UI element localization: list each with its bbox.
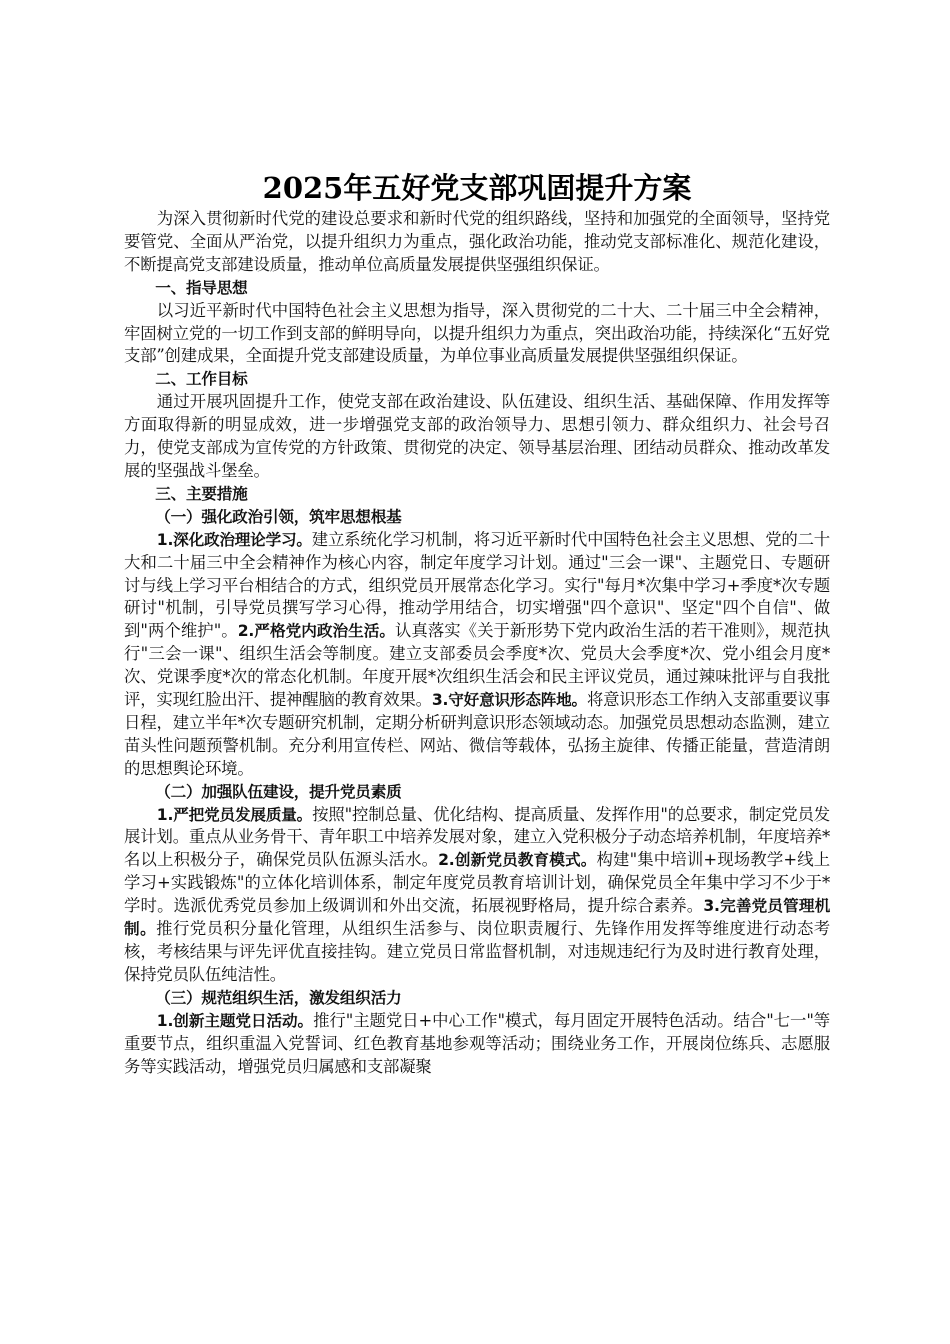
- document-title: 2025年五好党支部巩固提升方案: [262, 171, 692, 205]
- organization-life-paragraph: [124, 1010, 830, 1079]
- item-text: 推行"主题党日+中心工作"模式，每月固定开展特色活动。结合"七一"等重要节点，组织重温入党誓词、红色教育基地参观等活动；围绕业务工作，开展岗位练兵、志愿服务等实践活动，增强党员归属感和支部凝聚: [124, 1010, 830, 1076]
- item-label: 2.创新党员教育模式。: [438, 851, 597, 870]
- item-text: 按照"控制总量、优化结构、提高质量、发挥作用"的总要求，制定党员发展计划。重点从业务骨干、青年职工中培养发展对象，建立入党积极分子动态培养机制，年度培养*名以上积极分子，确保党员队伍源头活水。: [124, 804, 830, 870]
- item-label: 2.严格党内政治生活。: [237, 622, 395, 641]
- item-label: 3.完善党员管理机制。: [124, 897, 830, 939]
- item-text: 认真落实《关于新形势下党内政治生活的若干准则》，规范执行"三会一课"、组织生活会等制度。建立支部委员会季度*次、党员大会季度*次、党小组会月度*次、党课季度*次的常态化机制。年度开展*次组织生活会和民主评议党员，通过辣味批评与自我批评，实现红脸出汗、提神醒脑的教育效果。: [124, 621, 830, 710]
- subsection-heading-organization-life: （三）规范组织生活，激发组织活力: [155, 988, 402, 1007]
- work-goals-paragraph: 通过开展巩固提升工作，使党支部在政治建设、队伍建设、组织生活、基础保障、作用发挥等方面取得新的明显成效，进一步增强党支部的政治领导力、思想引领力、群众组织力、社会号召力，使党支部成为宣传党的方针政策、贯彻党的决定、领导基层治理、团结动员群众、推动改革发展的坚强战斗堡垒。: [124, 392, 830, 480]
- subsection-heading-political-guidance: （一）强化政治引领，筑牢思想根基: [155, 507, 402, 526]
- item-label: 1.严把党员发展质量。: [156, 805, 313, 824]
- item-text: 构建"集中培训+现场教学+线上学习+实践锻炼"的立体化培训体系，制定年度党员教育培训计划，确保党员全年集中学习不少于*学时。选派优秀党员参加上级调训和外出交流，拓展视野格局，提升综合素养。: [124, 850, 830, 916]
- section-heading-main-measures: 三、主要措施: [155, 484, 248, 503]
- section-heading-work-goals: 二、工作目标: [155, 370, 248, 389]
- section-heading-guiding-ideology: 一、指导思想: [155, 278, 248, 297]
- item-label: 1.深化政治理论学习。: [156, 530, 312, 549]
- item-text: 将意识形态工作纳入支部重要议事日程，建立半年*次专题研究机制，定期分析研判意识形态领域动态。加强党员思想动态监测，建立苗头性问题预警机制。充分利用宣传栏、网站、微信等载体，弘扬主旋律、传播正能量，营造清朗的思想舆论环境。: [124, 690, 831, 778]
- item-text: 建立系统化学习机制，将习近平新时代中国特色社会主义思想、党的二十大和二十届三中全会精神作为核心内容，制定年度学习计划。通过"三会一课"、主题党日、专题研讨与线上学习平台相结合的方式，组织党员开展常态化学习。实行"每月*次集中学习+季度*次专题研讨"机制，引导党员撰写学习心得，推动学用结合，切实增强"四个意识"、坚定"四个自信"、做到"两个维护"。: [124, 529, 830, 641]
- item-label: 3.守好意识形态阵地。: [431, 691, 587, 710]
- intro-paragraph: 为深入贯彻新时代党的建设总要求和新时代党的组织路线，坚持和加强党的全面领导，坚持党要管党、全面从严治党，以提升组织力为重点，强化政治功能，推动党支部标准化、规范化建设，不断提高党支部建设质量，推动单位高质量发展提供坚强组织保证。: [124, 209, 830, 274]
- item-label: 1.创新主题党日活动。: [156, 1011, 314, 1030]
- subsection-heading-team-building: （二）加强队伍建设，提升党员素质: [155, 782, 402, 801]
- document-body: [124, 168, 830, 1078]
- item-text: 推行党员积分量化管理，从组织生活参与、岗位职责履行、先锋作用发挥等维度进行动态考核，考核结果与评先评优直接挂钩。建立党员日常监督机制，对违规违纪行为及时进行教育处理，保持党员队伍纯洁性。: [124, 919, 830, 984]
- team-building-paragraph: [124, 804, 830, 987]
- political-guidance-paragraph: [124, 529, 830, 781]
- guiding-ideology-paragraph: 以习近平新时代中国特色社会主义思想为指导，深入贯彻党的二十大、二十届三中全会精神，牢固树立党的一切工作到支部的鲜明导向，以提升组织力为重点，突出政治功能，持续深化“五好党支部”创建成果，全面提升党支部建设质量，为单位事业高质量发展提供坚强组织保证。: [124, 300, 830, 366]
